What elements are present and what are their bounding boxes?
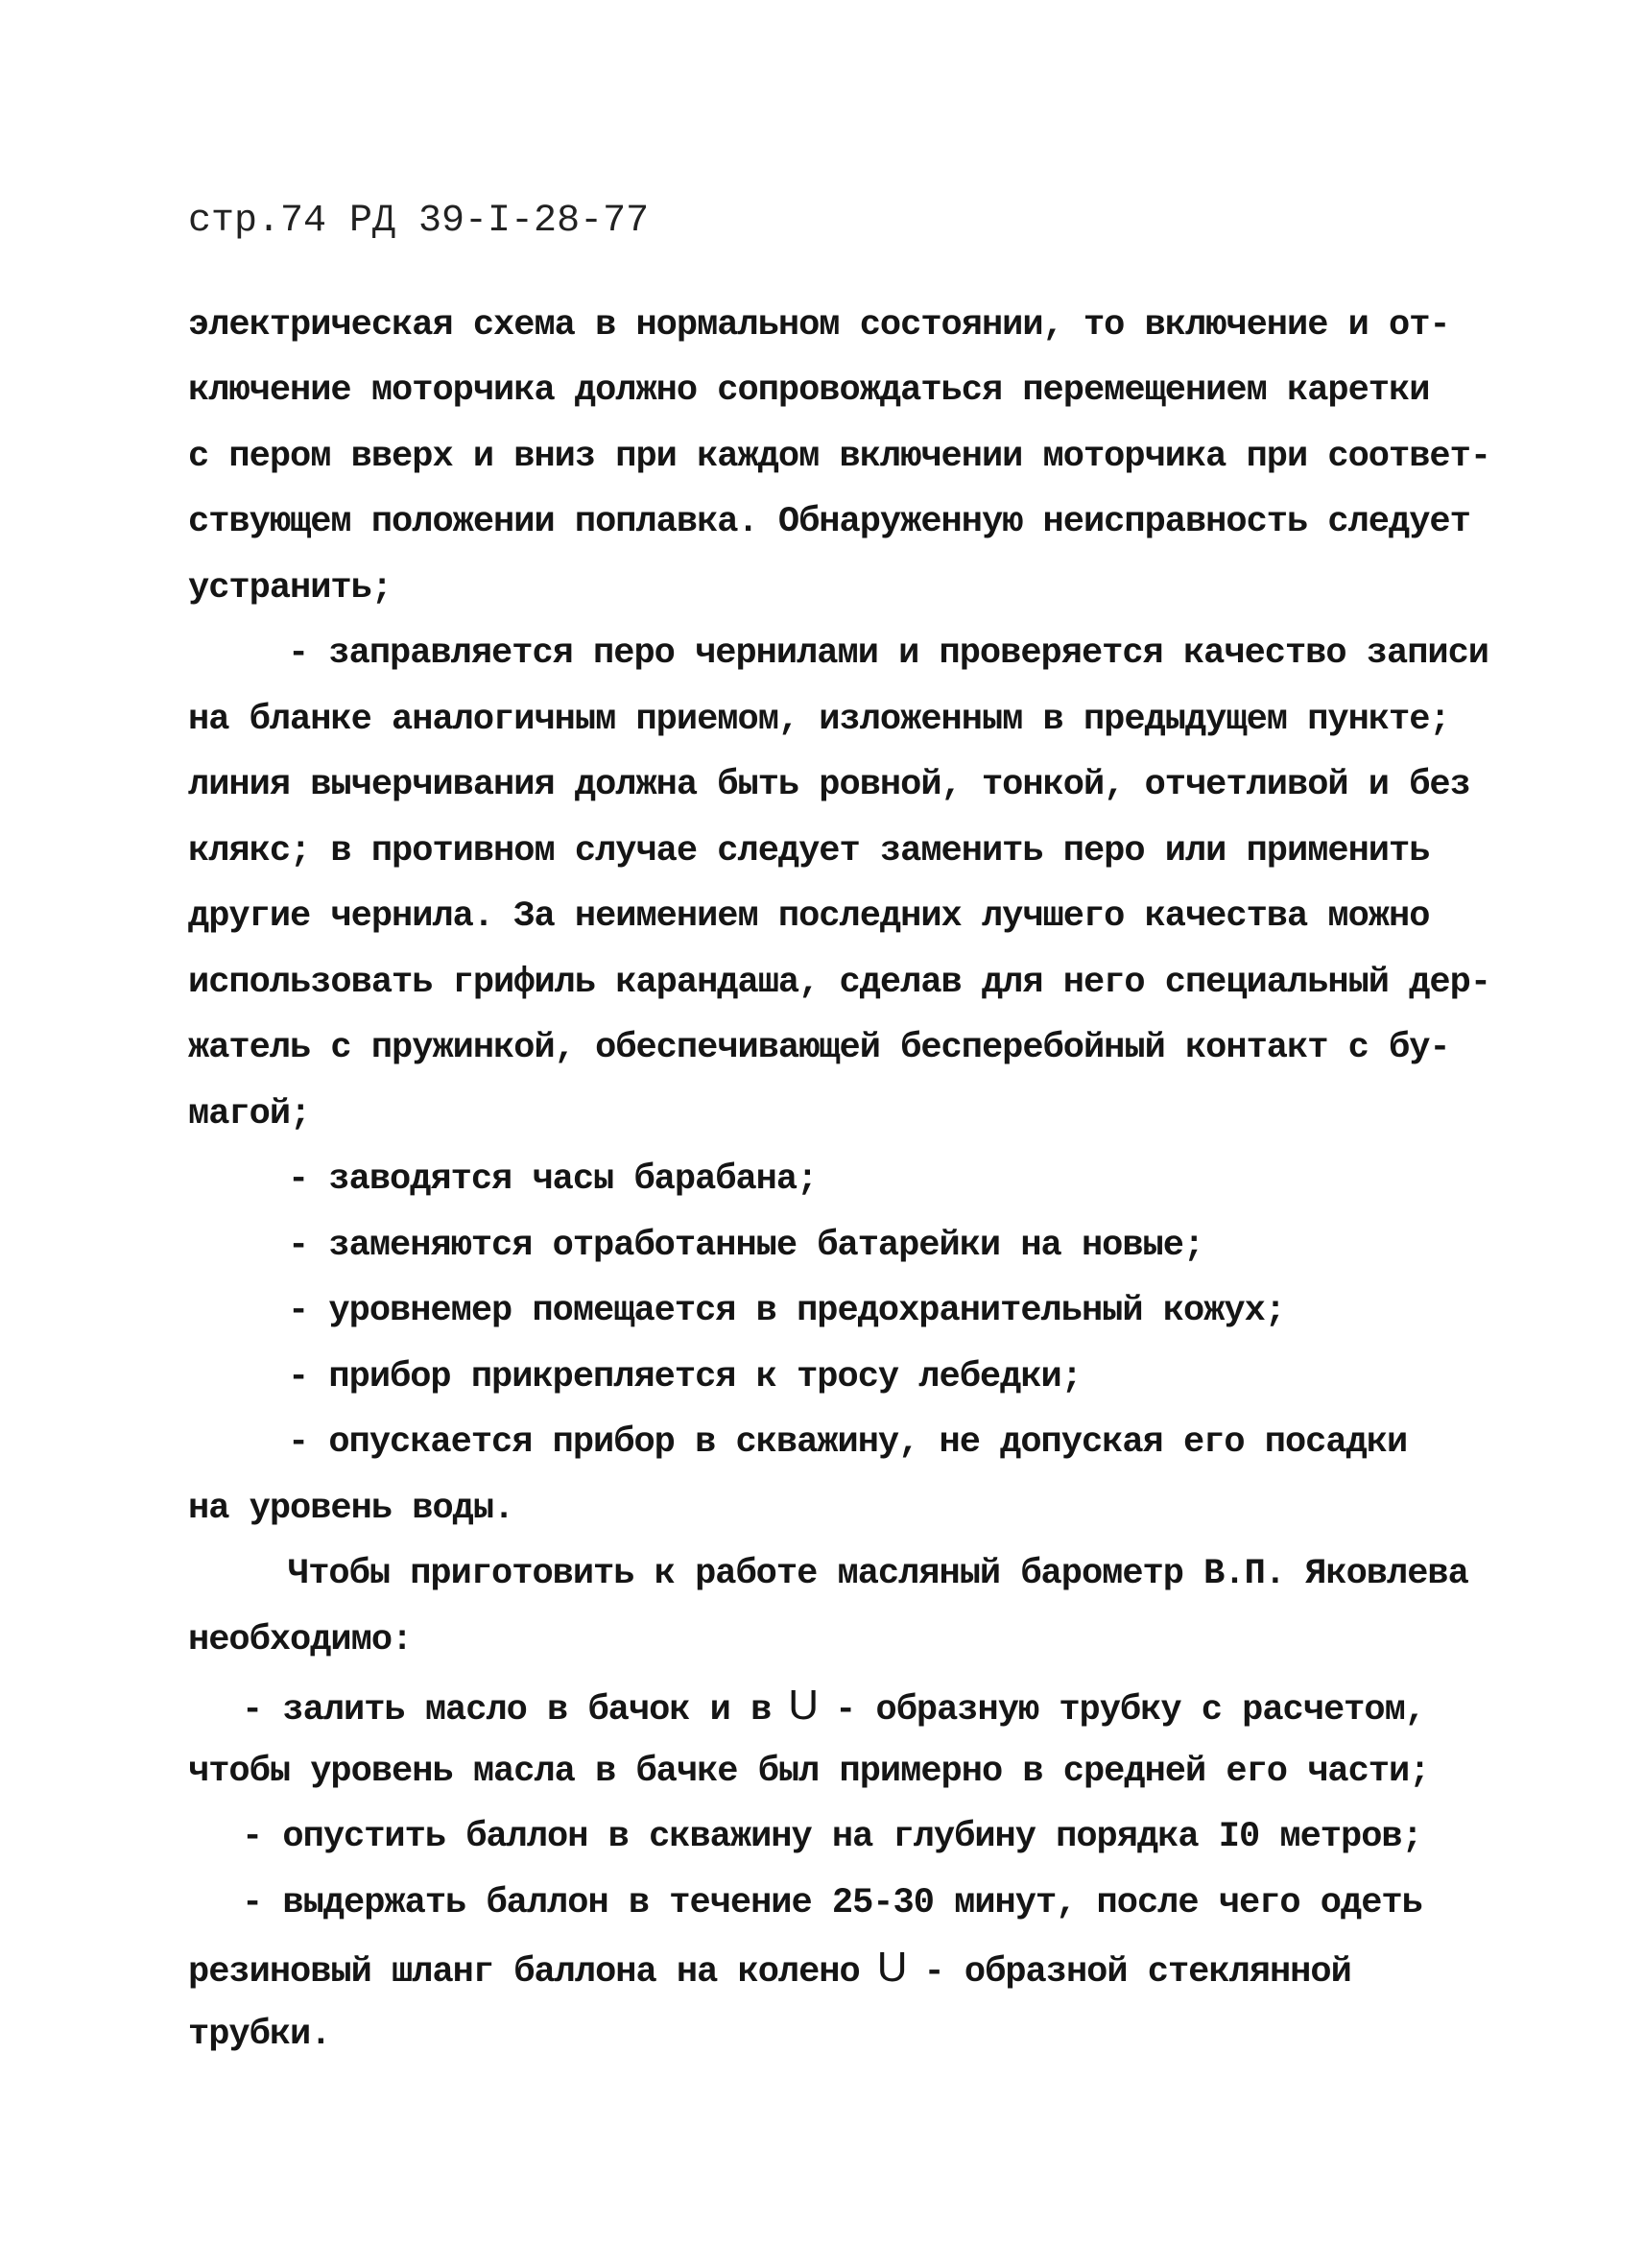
text-line: использовать грифиль карандаша, сделав для него специальный дер- <box>188 963 1491 1003</box>
text-line <box>188 1944 1351 1993</box>
text-line: с пером вверх и вниз при каждом включении моторчика при соответ- <box>188 437 1491 477</box>
page-header: стр.74 РД 39-I-28-77 <box>188 200 650 243</box>
text-line: устранить; <box>188 568 393 609</box>
text-line: трубки. <box>188 2015 331 2055</box>
list-item: - заменяются отработанные батарейки на новые; <box>288 1226 1204 1266</box>
text-line: чтобы уровень масла в бачке был примерно в средней его части; <box>188 1752 1430 1792</box>
list-item: - выдержать баллон в течение 25-30 минут, после чего одеть <box>242 1883 1422 1923</box>
list-item: - заводятся часы барабана; <box>288 1159 818 1200</box>
list-item: - уровнемер помещается в предохранительный кожух; <box>288 1291 1285 1331</box>
paragraph-start: Чтобы приготовить к работе масляный барометр В.П. Яковлева <box>288 1554 1468 1594</box>
text-line: ключение моторчика должно сопровождаться перемещением каретки <box>188 370 1430 411</box>
u-tube-symbol: U <box>876 1944 907 1991</box>
text-segment: - образной стеклянной <box>923 1952 1351 1993</box>
text-segment: резиновый шланг баллона на колено <box>188 1952 860 1993</box>
text-line: другие чернила. За неимением последних лучшего качества можно <box>188 896 1430 937</box>
text-line: необходимо: <box>188 1620 413 1660</box>
text-line: клякс; в противном случае следует заменить перо или применить <box>188 831 1430 871</box>
list-item: - заправляется перо чернилами и проверяется качество записи <box>288 633 1489 674</box>
list-item: - прибор прикрепляется к тросу лебедки; <box>288 1357 1082 1397</box>
text-line: жатель с пружинкой, обеспечивающей бесперебойный контакт с бу- <box>188 1028 1450 1068</box>
text-line: на бланке аналогичным приемом, изложенным в предыдущем пункте; <box>188 700 1450 740</box>
text-line: линия вычерчивания должна быть ровной, тонкой, отчетливой и без <box>188 765 1470 805</box>
text-line: электрическая схема в нормальном состоянии, то включение и от- <box>188 305 1450 346</box>
text-line: ствующем положении поплавка. Обнаруженную неисправность следует <box>188 502 1470 542</box>
u-tube-symbol: U <box>788 1682 819 1729</box>
text-segment: - образную трубку с расчетом, <box>835 1690 1425 1731</box>
text-line: магой; <box>188 1094 311 1134</box>
text-segment: - залить масло в бачок и в <box>242 1690 772 1731</box>
list-item: - опустить баллон в скважину на глубину порядка I0 метров; <box>242 1817 1422 1857</box>
list-item <box>242 1682 1425 1731</box>
text-line: на уровень воды. <box>188 1489 514 1529</box>
list-item: - опускается прибор в скважину, не допуская его посадки <box>288 1422 1408 1463</box>
